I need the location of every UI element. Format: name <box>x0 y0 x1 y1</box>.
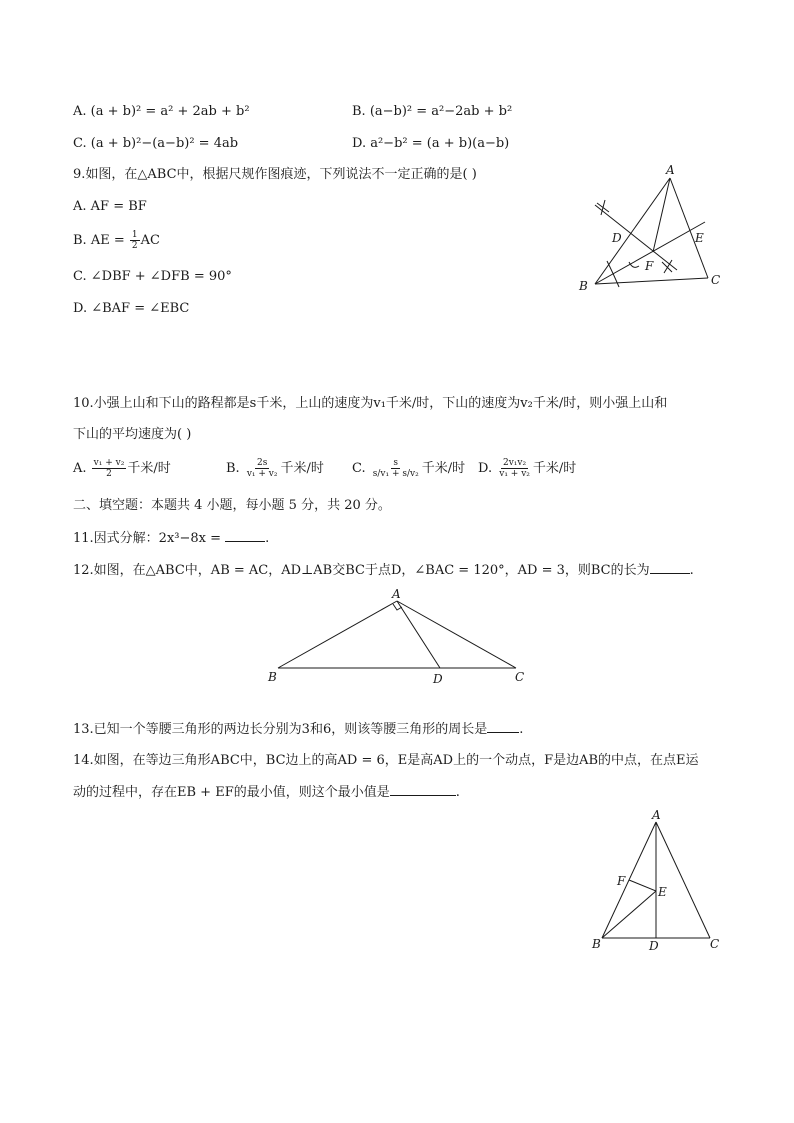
q13-text: 13.已知一个等腰三角形的两边长分别为3和6，则该等腰三角形的周长是 <box>73 722 488 737</box>
q12-label-d: D <box>433 672 443 686</box>
q12-figure <box>260 585 535 690</box>
q9-option-c: C. ∠DBF + ∠DFB = 90° <box>73 269 232 284</box>
q10-option-c <box>352 458 465 479</box>
q9-label-b: B <box>579 279 588 293</box>
q9-label-f: F <box>645 259 654 273</box>
q12-text: 12.如图，在△ABC中，AB = AC，AD⊥AB交BC于点D，∠BAC = 120°，AD = 3，则BC的长为 <box>73 563 650 578</box>
q13-end: . <box>519 722 524 737</box>
q14-end: . <box>455 785 460 800</box>
q8-option-c: C. (a + b)²−(a−b)² = 4ab <box>73 136 239 151</box>
q10-option-b-label: B. <box>226 461 240 476</box>
q14-label-d: D <box>649 939 659 953</box>
q10-option-c-label: C. <box>352 461 366 476</box>
q8-option-d: D. a²−b² = (a + b)(a−b) <box>352 136 510 151</box>
q9-stem: 9.如图，在△ABC中，根据尺规作图痕迹，下列说法不一定正确的是( ) <box>73 167 477 182</box>
q10-option-d-label: D. <box>478 461 493 476</box>
q14-label-e: E <box>658 885 667 899</box>
fraction-denominator: v₁ + v₂ <box>499 469 530 479</box>
q9-option-b-prefix: B. AE = <box>73 233 129 248</box>
section-title: 二、填空题：本题共 4 小题，每小题 5 分，共 20 分。 <box>73 498 391 513</box>
q13 <box>73 720 523 739</box>
fraction-denominator: 2 <box>131 241 138 251</box>
q10-option-a <box>73 458 171 479</box>
q14-line1: 14.如图，在等边三角形ABC中，BC边上的高AD = 6，E是高AD上的一个动点，F是边AB的中点，在点E运 <box>73 753 699 768</box>
q10-option-a-fraction <box>92 458 127 479</box>
q11-end: . <box>265 531 270 546</box>
q9-option-b <box>73 230 160 251</box>
q10-stem-line1: 10.小强上山和下山的路程都是s千米，上山的速度为v₁千米/时，下山的速度为v₂千米/时，则小强上山和 <box>73 396 668 411</box>
q11 <box>73 529 269 548</box>
fraction-numerator: 2s <box>256 458 268 468</box>
q10-option-d-unit: 千米/时 <box>532 461 577 476</box>
q10-option-d <box>478 458 576 479</box>
q8-option-a: A. (a + b)² = a² + 2ab + b² <box>73 104 250 119</box>
q14-label-f: F <box>617 874 626 888</box>
q10-option-b-fraction <box>245 458 280 479</box>
q10-option-a-unit: 千米/时 <box>127 461 171 476</box>
q10-option-b-unit: 千米/时 <box>280 461 324 476</box>
q9-figure <box>575 160 735 300</box>
fraction-denominator: v₁ + v₂ <box>246 469 278 479</box>
q9-option-a: A. AF = BF <box>73 199 147 214</box>
q12-end: . <box>689 563 694 578</box>
q10-option-d-fraction <box>497 458 532 479</box>
q12-label-a: A <box>392 587 401 601</box>
q9-option-b-fraction <box>130 230 140 251</box>
answer-blank[interactable] <box>390 783 456 796</box>
q11-text: 11.因式分解：2x³−8x = <box>73 531 226 546</box>
answer-blank[interactable] <box>225 529 265 542</box>
q14-label-c: C <box>710 937 720 951</box>
q10-stem-line2: 下山的平均速度为( ) <box>73 427 192 442</box>
q10-option-c-unit: 千米/时 <box>421 461 466 476</box>
q8-option-b: B. (a−b)² = a²−2ab + b² <box>352 104 513 119</box>
fraction-numerator: v₁ + v₂ <box>93 458 125 468</box>
q14-label-b: B <box>592 937 601 951</box>
q12-label-c: C <box>515 670 525 684</box>
answer-blank[interactable] <box>650 561 690 574</box>
q9-option-d: D. ∠BAF = ∠EBC <box>73 301 190 316</box>
q10-option-c-fraction <box>371 458 421 479</box>
fraction-numerator: s <box>393 458 399 468</box>
q12 <box>73 561 694 580</box>
q14-label-a: A <box>652 808 661 822</box>
q12-label-b: B <box>268 670 277 684</box>
q9-label-d: D <box>612 231 622 245</box>
fraction-denominator: s/v₁ + s/v₂ <box>372 469 419 479</box>
q14-line2 <box>73 783 460 802</box>
fraction-numerator: 1 <box>131 230 138 240</box>
q10-option-a-label: A. <box>73 461 87 476</box>
q9-label-a: A <box>666 163 675 177</box>
q14-text: 动的过程中，存在EB + EF的最小值，则这个最小值是 <box>73 785 390 800</box>
q10-option-b <box>226 458 324 479</box>
fraction-denominator: 2 <box>106 469 112 479</box>
q9-label-c: C <box>711 273 721 287</box>
fraction-numerator: 2v₁v₂ <box>503 458 527 468</box>
q14-figure <box>588 808 728 956</box>
q9-option-b-suffix: AC <box>140 233 160 248</box>
q9-label-e: E <box>695 231 704 245</box>
answer-blank[interactable] <box>487 720 519 733</box>
